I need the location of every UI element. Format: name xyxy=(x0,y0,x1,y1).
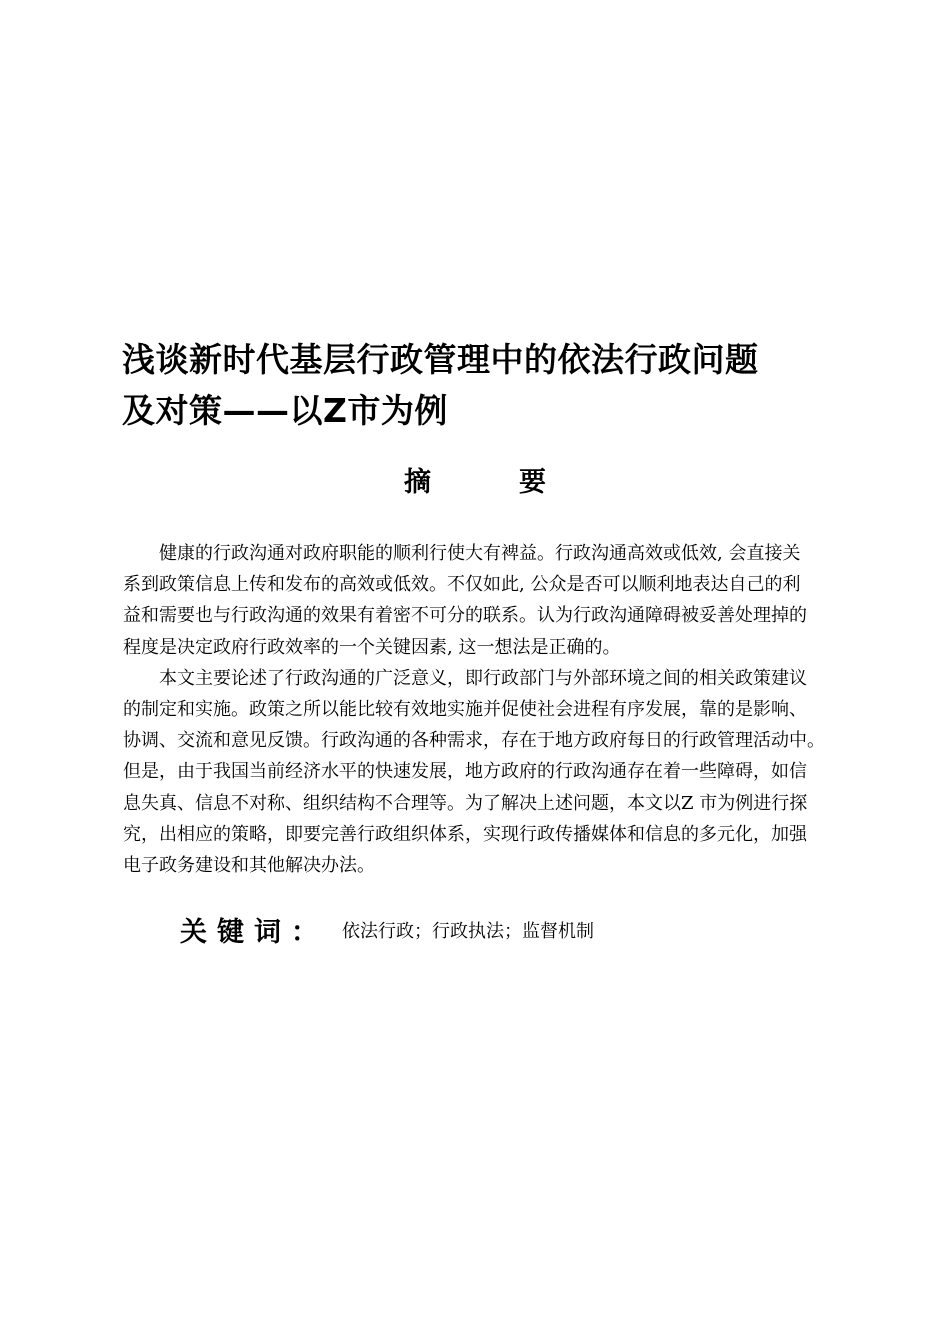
document-title xyxy=(122,334,882,436)
abstract-heading xyxy=(0,465,950,501)
abstract-line: 益和需要也与行政沟通的效果有着密不可分的联系。认为行政沟通障碍被妥善处理掉的 xyxy=(123,605,807,627)
title-line-1: 浅谈新时代基层行政管理中的依法行政问题 xyxy=(122,340,759,379)
abstract-line: 本文主要论述了行政沟通的广泛意义，即行政部门与外部环境之间的相关政策建议 xyxy=(123,667,807,689)
abstract-line: 但是，由于我国当前经济水平的快速发展，地方政府的行政沟通存在着一些障碍，如信 xyxy=(123,761,807,783)
abstract-line: 协调、交流和意见反馈。行政沟通的各种需求，存在于地方政府每日的行政管理活动中。 xyxy=(123,730,825,752)
abstract-heading-char-2: 要 xyxy=(519,467,546,498)
abstract-line: 究，出相应的策略，即要完善行政组织体系，实现行政传播媒体和信息的多元化，加强 xyxy=(123,823,807,845)
abstract-line: 系到政策信息上传和发布的高效或低效。不仅如此, 公众是否可以顺利地表达自己的利 xyxy=(123,574,801,596)
title-line-2: 及对策——以Z市为例 xyxy=(122,391,448,430)
abstract-line: 程度是决定政府行政效率的一个关键因素, 这一想法是正确的。 xyxy=(123,636,621,658)
keywords-label: 关键词： xyxy=(180,917,328,948)
keywords-row xyxy=(180,910,594,949)
abstract-line: 的制定和实施。政策之所以能比较有效地实施并促使社会进程有序发展，靠的是影响、 xyxy=(123,699,807,721)
abstract-line: 健康的行政沟通对政府职能的顺利行使大有裨益。行政沟通高效或低效, 会直接关 xyxy=(123,543,801,564)
abstract-line: 电子政务建设和其他解决办法。 xyxy=(123,855,375,877)
abstract-line: 息失真、信息不对称、组织结构不合理等。为了解决上述问题，本文以Z 市为例进行探 xyxy=(123,792,808,814)
abstract-heading-char-1: 摘 xyxy=(404,467,431,498)
abstract-body xyxy=(123,538,853,881)
keywords-values: 依法行政；行政执法；监督机制 xyxy=(342,920,594,942)
